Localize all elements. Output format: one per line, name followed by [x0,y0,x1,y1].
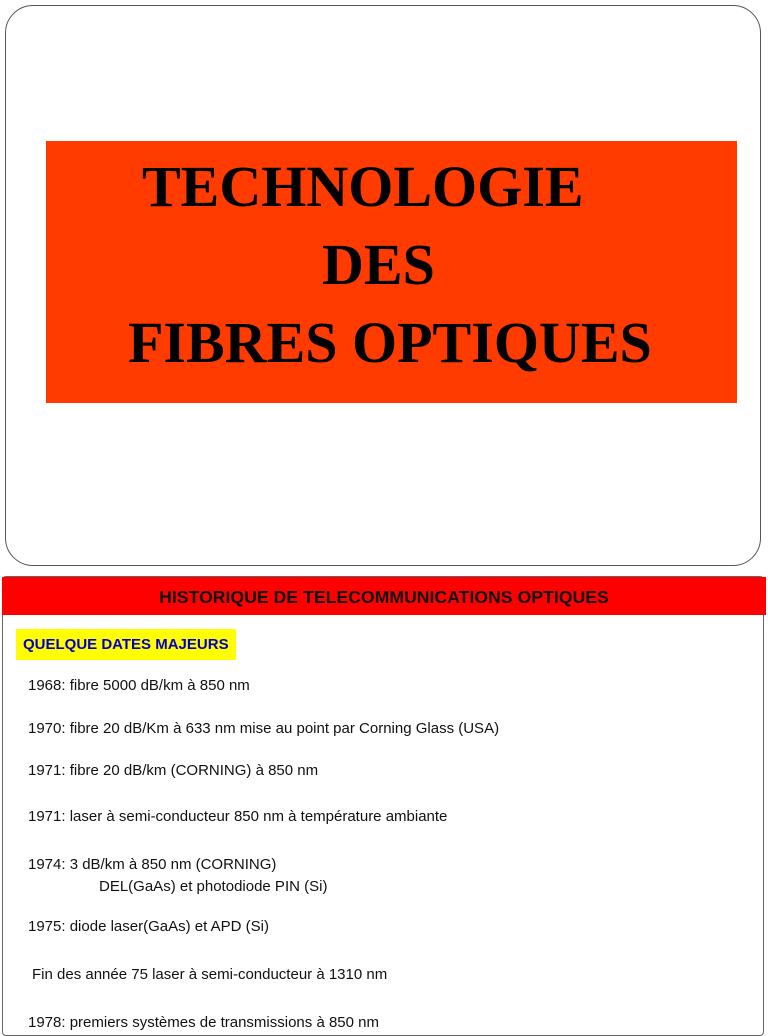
title-line-1: TECHNOLOGIE [142,154,584,219]
timeline-entry-1968: 1968: fibre 5000 dB/km à 850 nm [28,677,250,694]
title-box [46,141,737,403]
timeline-entry-1978: 1978: premiers systèmes de transmissions à 850 nm [28,1014,379,1031]
timeline-entry-1975: 1975: diode laser(GaAs) et APD (Si) [28,918,269,935]
timeline-entry-1971-fibre: 1971: fibre 20 dB/km (CORNING) à 850 nm [28,762,319,779]
slide-header [2,577,766,615]
title-line-3: FIBRES OPTIQUES [128,310,652,375]
slide-header-text: HISTORIQUE DE TELECOMMUNICATIONS OPTIQUES [159,587,609,607]
timeline-entry-1970: 1970: fibre 20 dB/Km à 633 nm mise au point par Corning Glass (USA) [28,720,500,737]
title-slide [5,5,761,566]
timeline-entry-1974-detail: DEL(GaAs) et photodiode PIN (Si) [99,878,328,895]
subheader: QUELQUE DATES MAJEURS [16,629,236,660]
timeline-entry-1974: 1974: 3 dB/km à 850 nm (CORNING) [28,856,277,873]
history-slide [0,576,768,1031]
timeline-entry-fin-75: Fin des année 75 laser à semi-conducteur à 1310 nm [32,966,388,983]
timeline-entry-1971-laser: 1971: laser à semi-conducteur 850 nm à température ambiante [28,808,448,825]
title-line-2: DES [322,232,435,297]
